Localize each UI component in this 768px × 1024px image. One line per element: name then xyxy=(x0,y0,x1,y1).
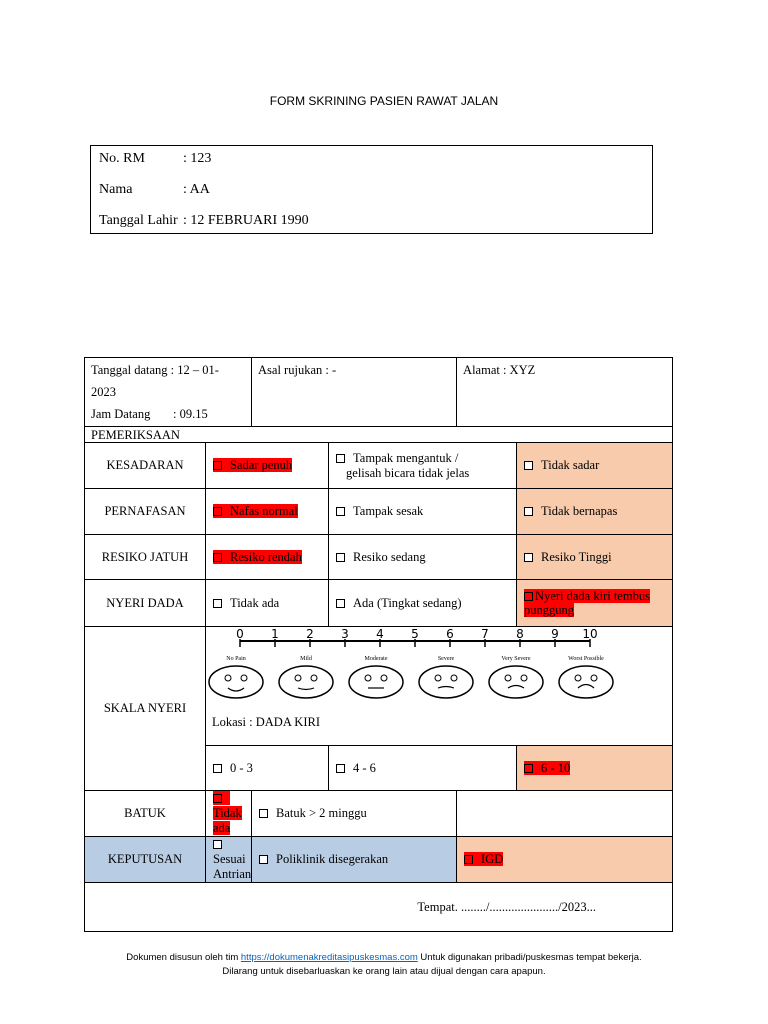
lokasi: Lokasi : DADA KIRI xyxy=(212,715,320,729)
nyeri-label: NYERI DADA xyxy=(85,580,206,627)
jam-datang-value: : 09.15 xyxy=(173,407,208,421)
jam-datang-label: Jam Datang xyxy=(91,407,151,421)
pernafasan-opt3-label: Tidak bernapas xyxy=(541,504,618,518)
checkbox-icon xyxy=(524,507,533,516)
face-eye-icon xyxy=(311,675,317,681)
batuk-opt1[interactable] xyxy=(206,791,252,837)
resiko-opt1-label: Resiko rendah xyxy=(230,549,302,564)
resiko-label: RESIKO JATUH xyxy=(85,535,206,580)
resiko-opt2[interactable] xyxy=(329,535,517,580)
pernafasan-opt3[interactable] xyxy=(517,489,673,535)
face-mouth-icon xyxy=(578,685,594,689)
checkbox-icon xyxy=(213,461,222,470)
rm-row xyxy=(99,151,211,167)
checkbox-icon xyxy=(259,855,268,864)
kesadaran-opt3-label: Tidak sadar xyxy=(541,458,600,472)
skala-label: SKALA NYERI xyxy=(85,627,206,791)
nyeri-opt1-label: Tidak ada xyxy=(230,595,280,610)
checkbox-icon xyxy=(213,840,222,849)
kesadaran-label: KESADARAN xyxy=(85,443,206,489)
tanggal-datang-year: 2023 xyxy=(91,385,116,399)
kesadaran-opt3[interactable] xyxy=(517,443,673,489)
face-icon xyxy=(559,666,613,698)
face-eye-icon xyxy=(575,675,581,681)
kesadaran-opt2[interactable] xyxy=(329,443,517,489)
checkbox-icon xyxy=(336,553,345,562)
tempat-row xyxy=(85,883,673,932)
checkbox-icon xyxy=(336,764,345,773)
scale-number: 9 xyxy=(551,627,559,641)
kesadaran-opt2-label-b: gelisah bicara tidak jelas xyxy=(346,465,470,480)
keputusan-opt3-label: IGD xyxy=(481,852,504,866)
screening-table xyxy=(84,357,673,932)
face-mouth-icon xyxy=(438,687,454,689)
pernafasan-opt2-label: Tampak sesak xyxy=(353,504,424,518)
skala-row xyxy=(85,627,673,746)
face-mouth-icon xyxy=(228,688,244,691)
face-label: Severe xyxy=(437,656,455,662)
face-label: No Pain xyxy=(226,656,246,662)
face-icon xyxy=(489,666,543,698)
nyeri-opt2[interactable] xyxy=(329,580,517,627)
face-eye-icon xyxy=(591,675,597,681)
face-label: Mild xyxy=(300,656,312,662)
skala-opt3[interactable] xyxy=(517,746,673,791)
pernafasan-label: PERNAFASAN xyxy=(85,489,206,535)
keputusan-opt2-label: Poliklinik disegerakan xyxy=(276,852,389,866)
checkbox-icon xyxy=(524,592,533,601)
checkbox-icon xyxy=(336,599,345,608)
scale-number: 5 xyxy=(411,627,419,641)
checkbox-icon xyxy=(336,454,345,463)
face-eye-icon xyxy=(451,675,457,681)
scale-number: 1 xyxy=(271,627,279,641)
face-label: Very Severe xyxy=(501,656,531,662)
batuk-opt2-label: Batuk > 2 minggu xyxy=(276,806,367,820)
resiko-opt1[interactable] xyxy=(206,535,329,580)
nyeri-opt3-label-b: punggung xyxy=(524,603,575,617)
keputusan-row xyxy=(85,837,673,883)
visit-row xyxy=(85,358,673,427)
batuk-row xyxy=(85,791,673,837)
resiko-opt3[interactable] xyxy=(517,535,673,580)
checkbox-icon xyxy=(213,553,222,562)
tgl-value: : 12 FEBRUARI 1990 xyxy=(183,213,309,228)
form-title: FORM SKRINING PASIEN RAWAT JALAN xyxy=(269,94,499,108)
scale-number: 10 xyxy=(582,627,598,641)
checkbox-icon xyxy=(213,507,222,516)
face-eye-icon xyxy=(365,675,371,681)
skala-opt3-label: 6 - 10 xyxy=(541,760,571,775)
pernafasan-opt2[interactable] xyxy=(329,489,517,535)
scale-number: 0 xyxy=(236,627,244,641)
face-eye-icon xyxy=(435,675,441,681)
footer-note xyxy=(0,951,768,979)
face-icon xyxy=(209,666,263,698)
nyeri-opt3-label-a: Nyeri dada kiri tembus xyxy=(535,589,650,603)
kesadaran-row xyxy=(85,443,673,489)
tanggal-datang: Tanggal datang : 12 – 01- xyxy=(91,363,219,377)
checkbox-icon xyxy=(524,764,533,773)
keputusan-opt3[interactable] xyxy=(457,837,673,883)
tgl-row xyxy=(99,213,309,229)
checkbox-icon xyxy=(213,794,222,803)
face-eye-icon xyxy=(225,675,231,681)
scale-number: 2 xyxy=(306,627,314,641)
kesadaran-opt1[interactable] xyxy=(206,443,329,489)
skala-opt2-label: 4 - 6 xyxy=(353,760,376,775)
scale-number: 4 xyxy=(376,627,384,641)
patient-identity-box xyxy=(90,145,653,234)
footer-pre: Dokumen disusun oleh tim xyxy=(126,952,241,963)
pernafasan-opt1-label: Nafas normal xyxy=(230,504,298,518)
face-label: Moderate xyxy=(364,656,388,662)
face-eye-icon xyxy=(295,675,301,681)
pemeriksaan-label: PEMERIKSAAN xyxy=(85,427,673,443)
nyeri-opt1[interactable] xyxy=(206,580,329,627)
face-eye-icon xyxy=(505,675,511,681)
nama-value: : AA xyxy=(183,182,210,197)
pain-scale xyxy=(206,627,672,745)
face-eye-icon xyxy=(241,675,247,681)
resiko-opt2-label: Resiko sedang xyxy=(353,549,426,564)
resiko-opt3-label: Resiko Tinggi xyxy=(541,549,612,564)
face-mouth-icon xyxy=(508,686,524,689)
checkbox-icon xyxy=(213,764,222,773)
jam-datang xyxy=(91,403,245,425)
scale-number: 8 xyxy=(516,627,524,641)
face-icon xyxy=(279,666,333,698)
pernafasan-opt1[interactable] xyxy=(206,489,329,535)
keputusan-opt1[interactable] xyxy=(206,837,252,883)
pernafasan-row xyxy=(85,489,673,535)
checkbox-icon xyxy=(336,507,345,516)
keputusan-label: KEPUTUSAN xyxy=(85,837,206,883)
footer-link[interactable]: https://dokumenakreditasipuskesmas.com xyxy=(240,952,418,963)
face-eye-icon xyxy=(521,675,527,681)
alamat-cell xyxy=(457,358,673,427)
kesadaran-opt2-label-a: Tampak mengantuk / xyxy=(353,450,459,465)
checkbox-icon xyxy=(464,855,473,864)
skala-opt2[interactable] xyxy=(329,746,517,791)
scale-number: 3 xyxy=(341,627,349,641)
pain-scale-graphic xyxy=(206,627,672,713)
nyeri-opt2-label: Ada (Tingkat sedang) xyxy=(353,595,462,610)
resiko-row xyxy=(85,535,673,580)
nyeri-opt3[interactable] xyxy=(517,580,673,627)
batuk-opt1-label: Tidak ada xyxy=(213,806,242,835)
visit-date-cell xyxy=(85,358,252,427)
checkbox-icon xyxy=(259,809,268,818)
nama-label: Nama xyxy=(99,182,133,197)
footer-post: Untuk digunakan pribadi/puskesmas tempat bekerja. xyxy=(417,952,642,963)
face-icon xyxy=(349,666,403,698)
rm-value: : 123 xyxy=(183,151,212,166)
batuk-opt2[interactable] xyxy=(252,791,457,837)
scale-number: 6 xyxy=(446,627,454,641)
asal-rujukan-cell xyxy=(252,358,457,427)
nama-row xyxy=(99,182,210,198)
face-icon xyxy=(419,666,473,698)
keputusan-opt1-label: Sesuai Antrian xyxy=(213,852,252,881)
face-mouth-icon xyxy=(298,688,314,690)
checkbox-icon xyxy=(524,461,533,470)
keputusan-opt2[interactable] xyxy=(252,837,457,883)
face-label: Worst Possible xyxy=(568,656,604,662)
tgl-label: Tanggal Lahir xyxy=(99,213,178,228)
asal-rujukan: Asal rujukan : - xyxy=(258,363,337,377)
scale-number: 7 xyxy=(481,627,489,641)
pain-scale-cell xyxy=(206,627,673,746)
rm-label: No. RM xyxy=(99,151,145,166)
batuk-label: BATUK xyxy=(85,791,206,837)
checkbox-icon xyxy=(213,599,222,608)
checkbox-icon xyxy=(524,553,533,562)
skala-opt1-label: 0 - 3 xyxy=(230,760,253,775)
tempat-field: Tempat. ......../....................../2023... xyxy=(85,883,673,932)
pemeriksaan-row xyxy=(85,427,673,443)
nyeri-row xyxy=(85,580,673,627)
batuk-empty-cell xyxy=(457,791,673,837)
footer-line2: Dilarang untuk disebarluaskan ke orang lain atau dijual dengan cara apapun. xyxy=(222,966,546,977)
kesadaran-opt1-label: Sadar penuh xyxy=(230,458,293,472)
alamat: Alamat : XYZ xyxy=(463,363,536,377)
face-eye-icon xyxy=(381,675,387,681)
skala-opt1[interactable] xyxy=(206,746,329,791)
